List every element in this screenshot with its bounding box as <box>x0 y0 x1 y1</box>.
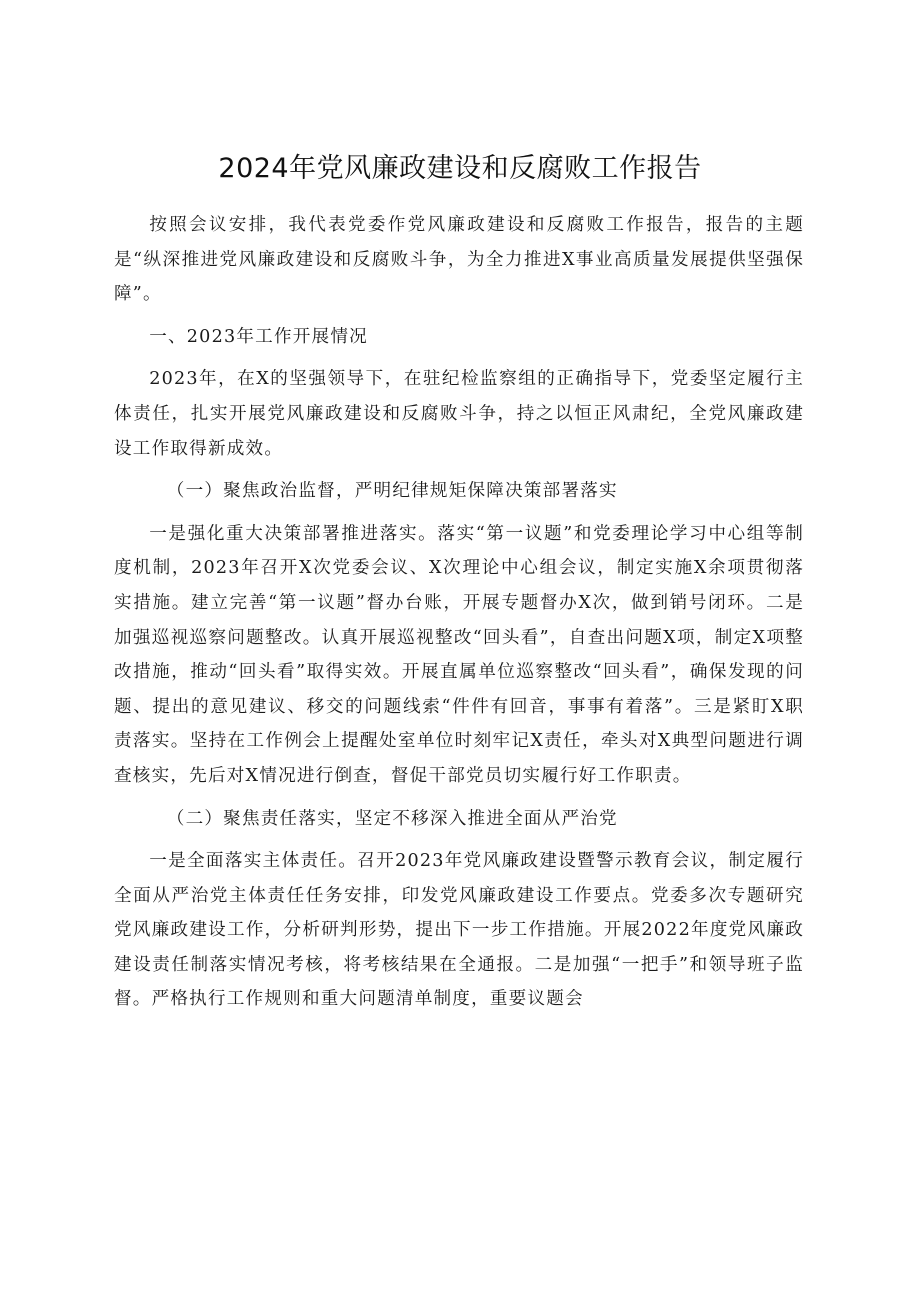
paragraph-political-supervision: 一是强化重大决策部署推进落实。落实“第一议题”和党委理论学习中心组等制度机制，2023年召开X次党委会议、X次理论中心组会议，制定实施X余项贯彻落实措施。建立完善“第一议题”督办台账，开展专题督办X次，做到销号闭环。二是加强巡视巡察问题整改。认真开展巡视整改“回头看”，自查出问题X项，制定X项整改措施，推动“回头看”取得实效。开展直属单位巡察整改“回头看”，确保发现的问题、提出的意见建议、移交的问题线索“件件有回音，事事有着落”。三是紧盯X职责落实。坚持在工作例会上提醒处室单位时刻牢记X责任，牵头对X典型问题进行调查核实，先后对X情况进行倒查，督促干部党员切实履行好工作职责。 <box>114 523 804 786</box>
paragraph-responsibility: 一是全面落实主体责任。召开2023年党风廉政建设暨警示教育会议，制定履行全面从严治党主体责任任务安排，印发党风廉政建设工作要点。党委多次专题研究党风廉政建设工作，分析研判形势，提出下一步工作措施。开展2022年度党风廉政建设责任制落实情况考核，将考核结果在全通报。二是加强“一把手”和领导班子监督。严格执行工作规则和重大问题清单制度，重要议题会 <box>114 851 804 1010</box>
paragraph-intro: 按照会议安排，我代表党委作党风廉政建设和反腐败工作报告，报告的主题是“纵深推进党风廉政建设和反腐败斗争，为全力推进X事业高质量发展提供坚强保障”。 <box>114 215 804 305</box>
subsection-heading-political-supervision: （一）聚焦政治监督，严明纪律规矩保障决策部署落实 <box>166 481 618 502</box>
paragraph-2023-overview: 2023年，在X的坚强领导下，在驻纪检监察组的正确指导下，党委坚定履行主体责任，扎实开展党风廉政建设和反腐败斗争，持之以恒正风肃纪，全党风廉政建设工作取得新成效。 <box>114 369 804 459</box>
document-title: 2024年党风廉政建设和反腐败工作报告 <box>218 153 702 184</box>
subsection-heading-responsibility: （二）聚焦责任落实，坚定不移深入推进全面从严治党 <box>166 808 618 829</box>
document-body <box>114 208 804 1025</box>
section-heading-2023: 一、2023年工作开展情况 <box>149 326 368 347</box>
